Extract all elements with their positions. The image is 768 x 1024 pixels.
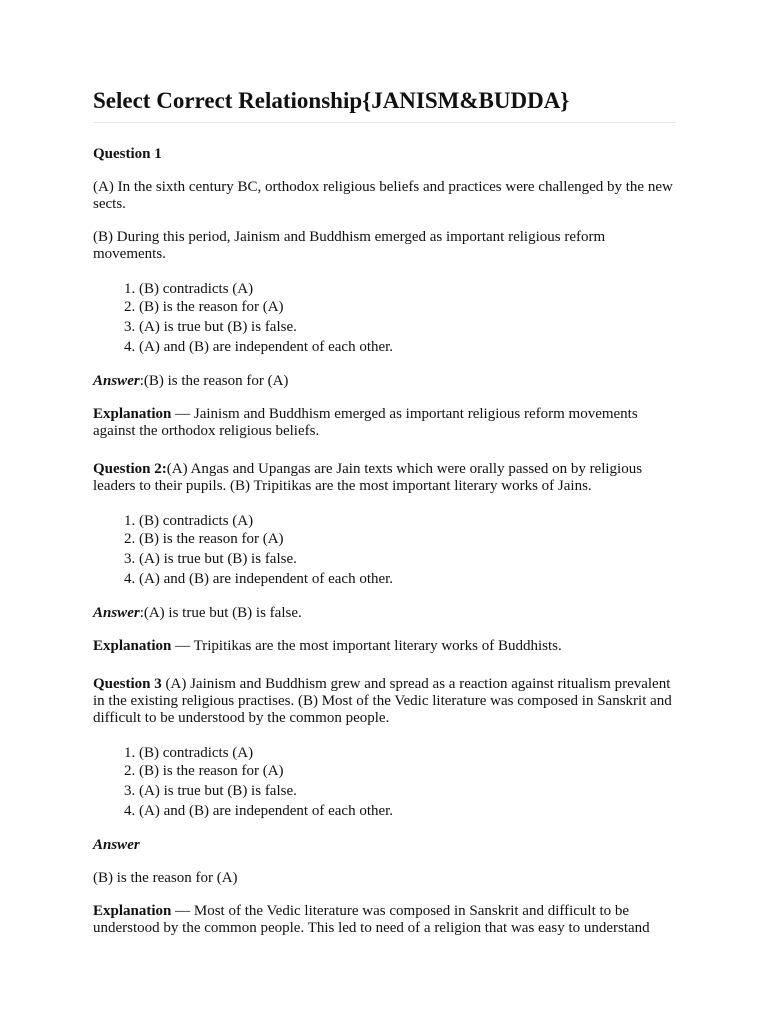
question-label: Question 3	[93, 676, 162, 692]
answer-text: (B) is the reason for (A)	[93, 870, 238, 886]
option-4: 4. (A) and (B) are independent of each other.	[139, 571, 675, 588]
answer	[93, 837, 675, 854]
question-3-text	[93, 676, 675, 727]
answer-text: :(A) is true but (B) is false.	[139, 605, 302, 621]
answer-label: Answer	[93, 837, 140, 853]
option-2: 2. (B) is the reason for (A)	[139, 763, 675, 780]
option-1: 1. (B) contradicts (A)	[139, 281, 675, 298]
question-1-label	[93, 146, 675, 163]
question-2	[93, 461, 675, 655]
answer-label: Answer	[93, 605, 140, 621]
explanation-label: Explanation	[93, 638, 172, 654]
answer-text: :(B) is the reason for (A)	[139, 373, 289, 389]
options-list	[93, 281, 675, 356]
answer	[93, 605, 675, 622]
question-statement: (A) Angas and Upangas are Jain texts which were orally passed on by religious leaders to their pupils. (B) Tripitikas are the most important literary works of Jains.	[93, 461, 643, 494]
question-1	[93, 146, 675, 440]
option-3: 3. (A) is true but (B) is false.	[139, 551, 675, 568]
option-4: 4. (A) and (B) are independent of each other.	[139, 803, 675, 820]
question-3	[93, 676, 675, 937]
explanation-text: — Tripitikas are the most important literary works of Buddhists.	[171, 638, 562, 654]
question-label: Question 2:	[93, 461, 167, 477]
explanation-text: — Jainism and Buddhism emerged as important religious reform movements against the orthodox religious beliefs.	[93, 406, 638, 439]
statement-a: (A) In the sixth century BC, orthodox religious beliefs and practices were challenged by the new sects.	[93, 179, 673, 212]
question-2-text	[93, 461, 675, 495]
options-list	[93, 745, 675, 820]
explanation	[93, 638, 675, 655]
option-1: 1. (B) contradicts (A)	[139, 513, 675, 530]
option-1: 1. (B) contradicts (A)	[139, 745, 675, 762]
option-3: 3. (A) is true but (B) is false.	[139, 319, 675, 336]
question-statement: (A) Jainism and Buddhism grew and spread as a reaction against ritualism prevalent in the existing religious practises. (B) Most of the Vedic literature was composed in Sanskrit and difficult to be understood by the common people.	[93, 676, 672, 726]
explanation	[93, 903, 675, 937]
explanation-label: Explanation	[93, 903, 172, 919]
options-list	[93, 513, 675, 588]
explanation-label: Explanation	[93, 406, 172, 422]
option-4: 4. (A) and (B) are independent of each other.	[139, 339, 675, 356]
answer	[93, 373, 675, 390]
option-2: 2. (B) is the reason for (A)	[139, 531, 675, 548]
page-title: Select Correct Relationship{JANISM&BUDDA}	[93, 86, 676, 123]
explanation	[93, 406, 675, 440]
explanation-text: — Most of the Vedic literature was composed in Sanskrit and difficult to be understood by the common people. This led to need of a religion that was easy to understand	[93, 903, 650, 936]
statement-b: (B) During this period, Jainism and Buddhism emerged as important religious reform movements.	[93, 229, 606, 262]
answer-label: Answer	[93, 373, 140, 389]
option-2: 2. (B) is the reason for (A)	[139, 299, 675, 316]
option-3: 3. (A) is true but (B) is false.	[139, 783, 675, 800]
question-label: Question 1	[93, 146, 162, 162]
